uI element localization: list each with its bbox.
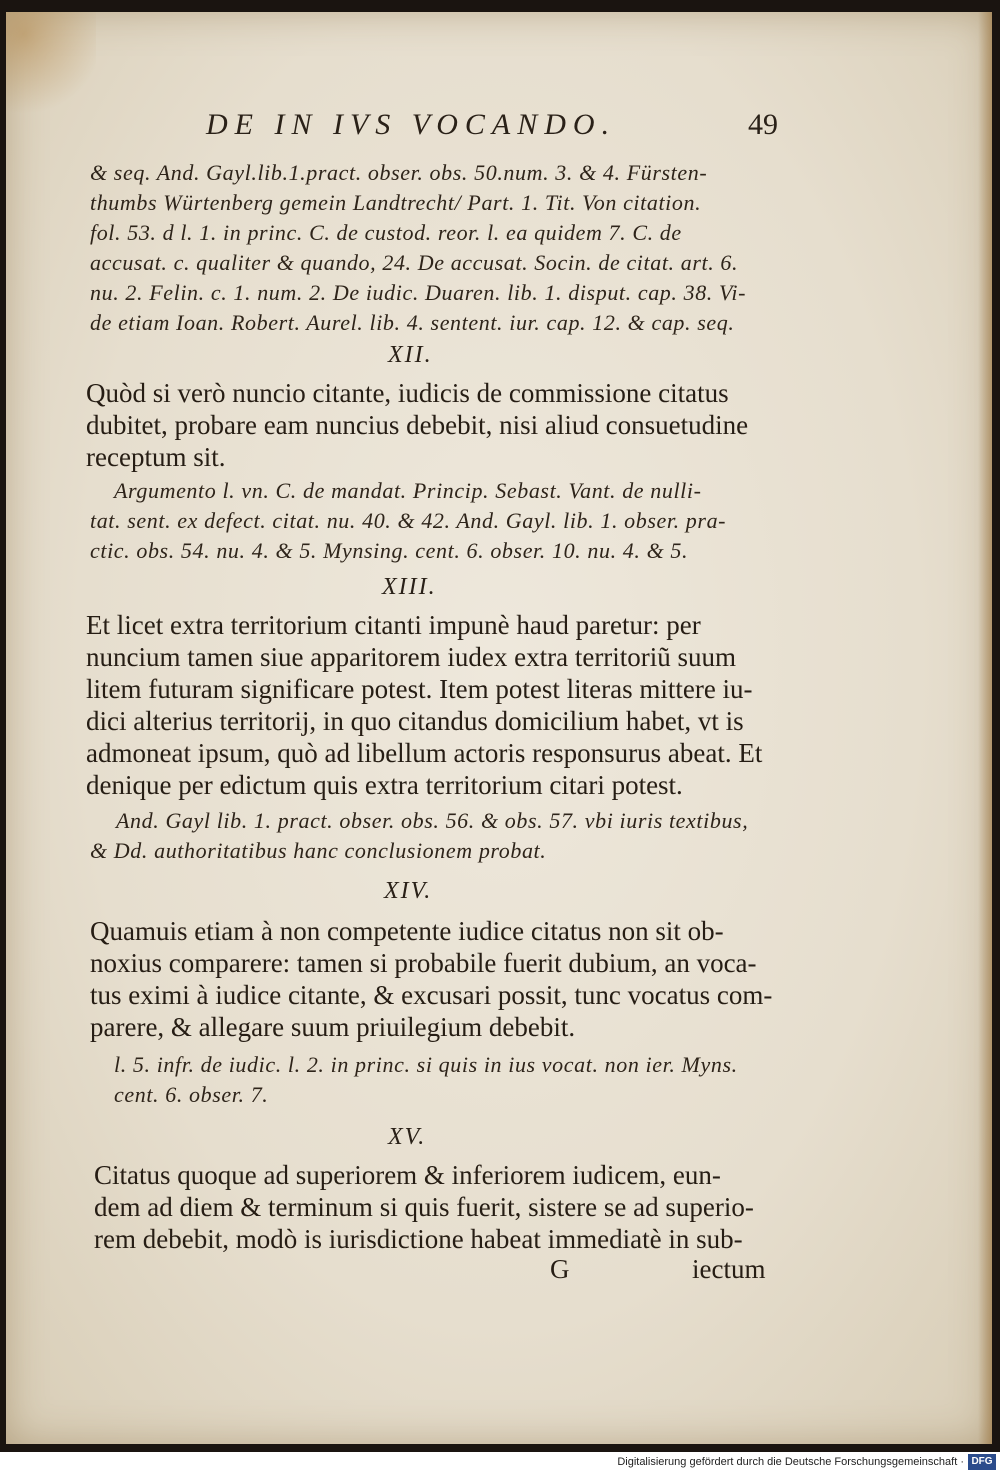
paragraph-line: admoneat ipsum, quò ad libellum actoris responsurus abeat. Et — [86, 738, 763, 768]
note-line: nu. 2. Felin. c. 1. num. 2. De iudic. Duaren. lib. 1. disput. cap. 38. Vi- — [90, 280, 747, 305]
page-edge-shadow — [978, 12, 992, 1444]
note-line: & seq. And. Gayl.lib.1.pract. obser. obs. 50.num. 3. & 4. Fürsten- — [90, 160, 708, 185]
catchword: iectum — [692, 1254, 766, 1284]
paragraph-line: dem ad diem & terminum si quis fuerit, sistere se ad superio- — [94, 1192, 754, 1222]
page-number: 49 — [748, 108, 778, 141]
dfg-logo-icon: DFG — [968, 1454, 996, 1470]
running-header: DE IN IVS VOCANDO. — [206, 108, 617, 141]
paragraph-line: Citatus quoque ad superiorem & inferiorem iudicem, eun- — [94, 1160, 721, 1190]
paragraph-line: receptum sit. — [86, 442, 226, 472]
note-line: cent. 6. obser. 7. — [114, 1082, 269, 1107]
paragraph-line: parere, & allegare suum priuilegium debebit. — [90, 1012, 576, 1042]
note-line: tat. sent. ex defect. citat. nu. 40. & 42. And. Gayl. lib. 1. obser. pra- — [90, 508, 727, 533]
funding-credit: Digitalisierung gefördert durch die Deutsche Forschungsgemeinschaft · — [617, 1456, 964, 1468]
note-line: accusat. c. qualiter & quando, 24. De accusat. Socin. de citat. art. 6. — [90, 250, 739, 275]
note-line: thumbs Würtenberg gemein Landtrecht/ Part. 1. Tit. Von citation. — [90, 190, 702, 215]
page-stain — [6, 12, 96, 122]
digitization-footer — [0, 1452, 1000, 1474]
section-numeral: XIII. — [382, 574, 437, 600]
paragraph-line: tus eximi à iudice citante, & excusari possit, tunc vocatus com- — [90, 980, 773, 1010]
note-line: ctic. obs. 54. nu. 4. & 5. Mynsing. cent. 6. obser. 10. nu. 4. & 5. — [90, 538, 689, 563]
paragraph-line: Quòd si verò nuncio citante, iudicis de commissione citatus — [86, 378, 729, 408]
note-line: & Dd. authoritatibus hanc conclusionem probat. — [90, 838, 547, 863]
paragraph-line: dici alterius territorij, in quo citandus domicilium habet, vt is — [86, 706, 744, 736]
paragraph-line: nuncium tamen siue apparitorem iudex extra territoriũ suum — [86, 642, 737, 672]
note-line: fol. 53. d l. 1. in princ. C. de custod. reor. l. ea quidem 7. C. de — [90, 220, 682, 245]
note-line: Argumento l. vn. C. de mandat. Princip. Sebast. Vant. de nulli- — [114, 478, 702, 503]
section-numeral: XIV. — [384, 878, 433, 904]
paragraph-line: Quamuis etiam à non competente iudice citatus non sit ob- — [90, 916, 724, 946]
section-numeral: XV. — [388, 1124, 427, 1150]
paragraph-line: Et licet extra territorium citanti impunè haud paretur: per — [86, 610, 701, 640]
note-line: de etiam Ioan. Robert. Aurel. lib. 4. sentent. iur. cap. 12. & cap. seq. — [90, 310, 735, 335]
section-numeral: XII. — [388, 342, 433, 368]
paragraph-line: litem futuram significare potest. Item potest literas mittere iu- — [86, 674, 753, 704]
paragraph-line: dubitet, probare eam nuncius debebit, nisi aliud consuetudine — [86, 410, 749, 440]
note-line: l. 5. infr. de iudic. l. 2. in princ. si quis in ius vocat. non ier. Myns. — [114, 1052, 738, 1077]
paragraph-line: denique per edictum quis extra territorium citari potest. — [86, 770, 683, 800]
book-page — [6, 12, 992, 1444]
paragraph-line: rem debebit, modò is iurisdictione habeat immediatè in sub- — [94, 1224, 743, 1254]
signature-mark: G — [550, 1254, 570, 1284]
note-line: And. Gayl lib. 1. pract. obser. obs. 56. & obs. 57. vbi iuris textibus, — [116, 808, 749, 833]
paragraph-line: noxius comparere: tamen si probabile fuerit dubium, an voca- — [90, 948, 757, 978]
